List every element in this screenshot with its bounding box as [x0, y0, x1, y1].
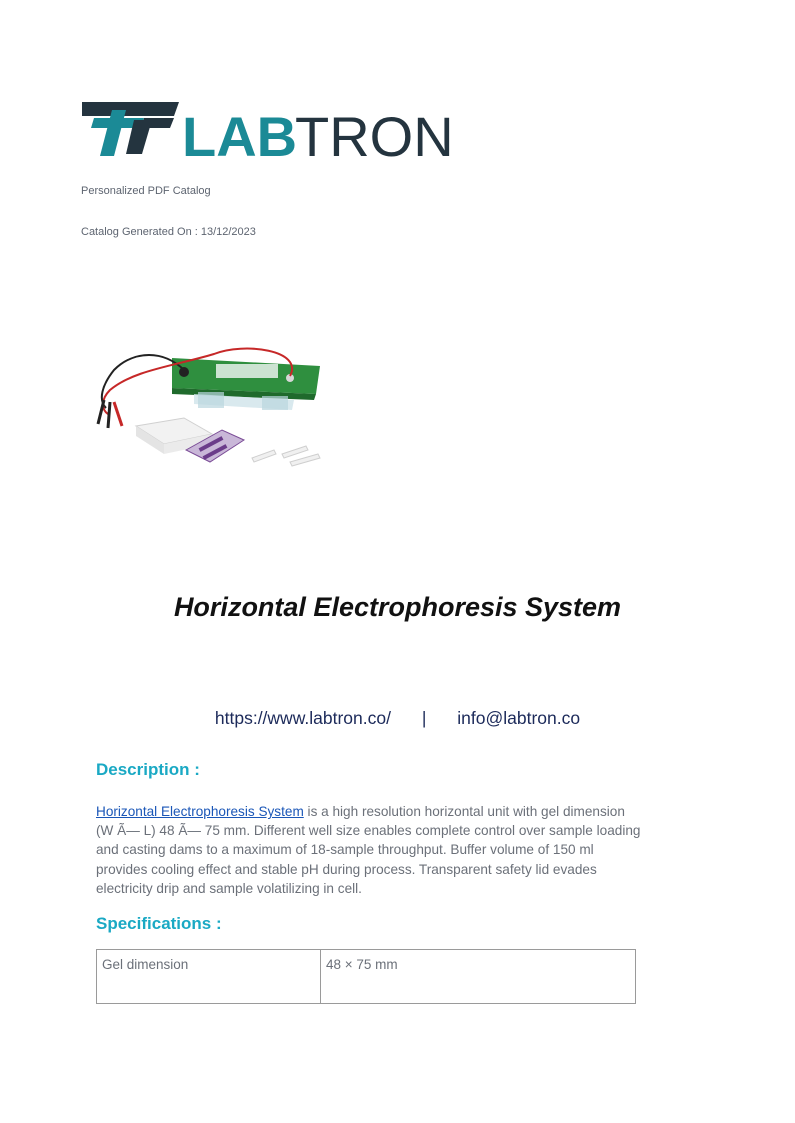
- labtron-logo: [82, 96, 462, 162]
- product-link[interactable]: Horizontal Electrophoresis System: [96, 804, 304, 819]
- specifications-table: [96, 949, 636, 1004]
- catalog-label: Personalized PDF Catalog: [81, 185, 211, 197]
- contact-separator: |: [421, 708, 427, 728]
- brand-name-bold: LAB: [182, 105, 298, 162]
- website-link[interactable]: https://www.labtron.co/: [214, 708, 391, 728]
- description-heading: Description :: [96, 760, 200, 779]
- catalog-generated-date: Catalog Generated On : 13/12/2023: [81, 226, 256, 238]
- electrophoresis-unit-photo: [94, 330, 330, 480]
- product-title: Horizontal Electrophoresis System: [173, 592, 622, 622]
- specifications-heading: Specifications :: [96, 914, 222, 933]
- table-row: [97, 950, 636, 1004]
- email-link[interactable]: info@labtron.co: [457, 708, 581, 728]
- brand-name-light: TRON: [295, 105, 454, 162]
- product-image: [94, 330, 330, 480]
- spec-key: Gel dimension: [97, 950, 321, 1004]
- contact-row: [0, 708, 795, 729]
- labtron-mark-icon: [82, 96, 462, 162]
- spec-value: 48 × 75 mm: [321, 950, 636, 1004]
- description-body: is a high resolution horizontal unit with gel dimension (W Ã— L) 48 Ã— 75 mm. Different well size enables complete control over sample loading and casting dams to a maximum of 18-sample throughput. Buffer volume of 150 ml provides cooling effect and stable pH during process. Transparent safety lid evades electricity drip and sample volatilizing in cell.: [96, 804, 641, 896]
- description-text: [96, 802, 641, 898]
